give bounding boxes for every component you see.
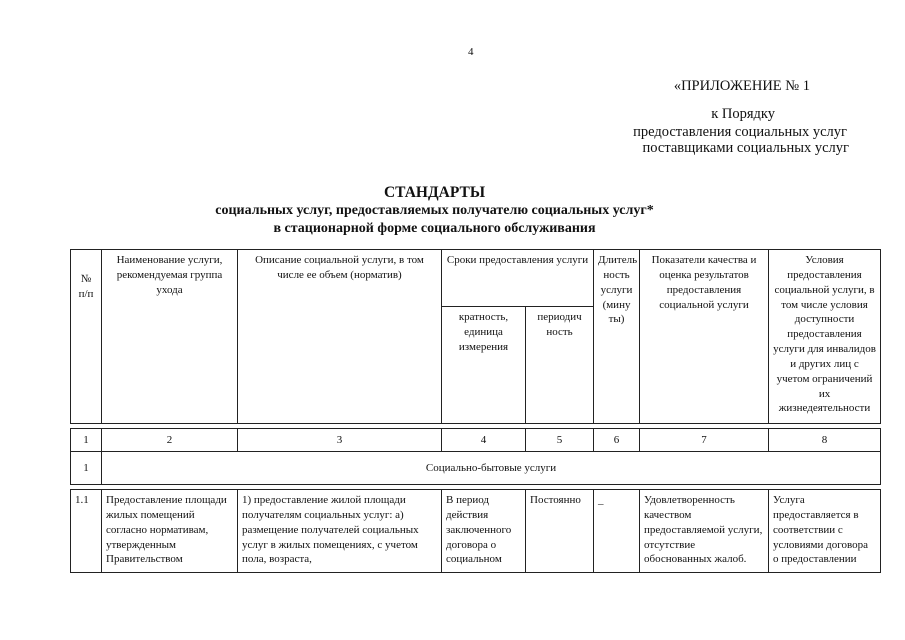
column-number-row	[71, 429, 881, 452]
column-number: 7	[640, 429, 769, 452]
header-name: Наименование услуги, рекомендуемая группа ухода	[102, 250, 238, 424]
appendix-line-2: предоставления социальных услуг	[633, 124, 847, 140]
header-duration: Длитель ность услуги (мину ты)	[594, 250, 640, 424]
page-number: 4	[468, 46, 474, 58]
table-row	[71, 490, 881, 573]
header-conditions: Условия предоставления социальной услуги, в том числе условия доступности предоставления услуги для инвалидов и других лиц с учетом ограничений их жизнедеятельности	[769, 250, 881, 424]
header-periodicity: периодич ность	[526, 307, 594, 424]
header-quality: Показатели качества и оценка результатов предоставления социальной услуги	[640, 250, 769, 424]
document-title: СТАНДАРТЫ	[383, 184, 486, 201]
row-duration: _	[594, 490, 640, 573]
column-number: 8	[769, 429, 881, 452]
document-subtitle-2: в стационарной форме социального обслуживания	[273, 221, 596, 236]
column-number: 5	[526, 429, 594, 452]
row-service-name: Предоставление площади жилых помещений согласно нормативам, утвержденным Правительством	[102, 490, 238, 573]
row-periodicity: Постоянно	[526, 490, 594, 573]
appendix-title: «ПРИЛОЖЕНИЕ № 1	[673, 78, 810, 94]
column-number: 4	[442, 429, 526, 452]
header-row-top	[71, 250, 881, 307]
section-row	[71, 452, 881, 485]
header-terms: Сроки предоставления услуги	[442, 250, 594, 307]
standards-table	[70, 249, 881, 573]
row-number: 1.1	[71, 490, 102, 573]
row-quality: Удовлетворенность качеством предоставляемой услуги, отсутствие обоснованных жалоб.	[640, 490, 769, 573]
row-multiplicity: В период действия заключенного договора о социальном	[442, 490, 526, 573]
appendix-line-1: к Порядку	[711, 106, 775, 122]
document-subtitle-1: социальных услуг, предоставляемых получателю социальных услуг*	[215, 203, 654, 218]
section-title: Социально-бытовые услуги	[102, 452, 881, 485]
header-description: Описание социальной услуги, в том числе ее объем (норматив)	[238, 250, 442, 424]
header-num: № п/п	[71, 250, 102, 424]
appendix-line-3: поставщиками социальных услуг	[642, 140, 849, 156]
column-number: 2	[102, 429, 238, 452]
row-conditions: Услуга предоставляется в соответствии с условиями договора о предоставлении	[769, 490, 881, 573]
section-number: 1	[71, 452, 102, 485]
column-number: 6	[594, 429, 640, 452]
column-number: 3	[238, 429, 442, 452]
header-multiplicity: кратность, единица измерения	[442, 307, 526, 424]
column-number: 1	[71, 429, 102, 452]
row-description: 1) предоставление жилой площади получателям социальных услуг: а) размещение получателей социальных услуг в жилых помещениях, с учетом пола, возраста,	[238, 490, 442, 573]
